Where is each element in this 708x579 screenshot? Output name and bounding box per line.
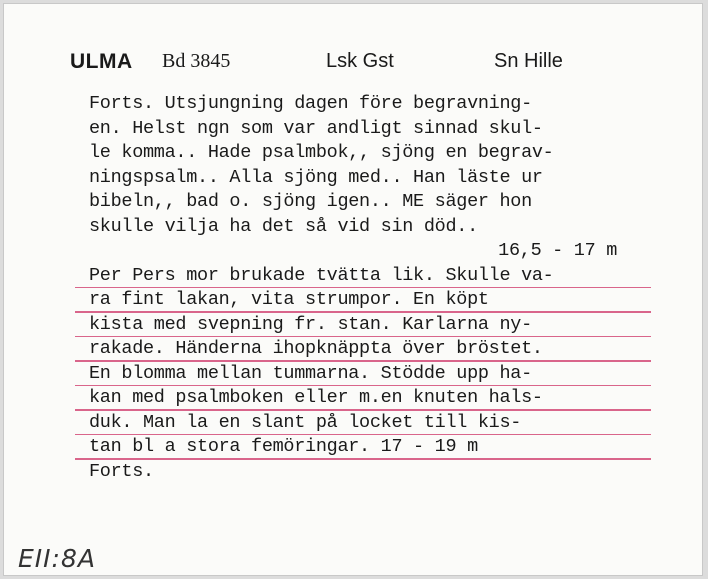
handwritten-signature: EII:8A — [18, 544, 96, 573]
text-line: En blomma mellan tummarna. Stödde upp ha- — [89, 362, 669, 387]
informant-code: Lsk Gst — [326, 50, 394, 72]
text-line: 16,5 - 17 m — [498, 240, 617, 261]
parish-name: Sn Hille — [494, 50, 563, 72]
text-line: skulle vilja ha det så vid sin död.. — [89, 215, 478, 237]
archive-code: ULMA — [70, 50, 133, 73]
text-line: duk. Man la en slant på locket till kis- — [89, 411, 669, 436]
text-line: kan med psalmboken eller m.en knuten hals- — [89, 386, 669, 411]
text-line: le komma.. Hade psalmbok,, sjöng en begrav- — [89, 142, 554, 163]
card-header — [70, 50, 630, 82]
text-line: ningspsalm.. Alla sjöng med.. Han läste ur — [89, 166, 543, 188]
card-body-text — [89, 92, 669, 484]
text-line: Forts. Utsjungning dagen före begravning- — [89, 93, 532, 114]
text-line: en. Helst ngn som var andligt sinnad skul- — [89, 117, 543, 139]
text-line: bibeln,, bad o. sjöng igen.. ME säger hon — [89, 191, 532, 212]
archive-card — [3, 3, 703, 576]
text-line: tan bl a stora femöringar. 17 - 19 m — [89, 435, 669, 460]
text-line: kista med svepning fr. stan. Karlarna ny- — [89, 313, 669, 338]
text-line: ra fint lakan, vita strumpor. En köpt — [89, 288, 669, 313]
text-line: rakade. Händerna ihopknäppta över bröstet. — [89, 337, 669, 362]
text-line: Per Pers mor brukade tvätta lik. Skulle va- — [89, 264, 669, 289]
volume-number: Bd 3845 — [162, 50, 231, 72]
text-line: Forts. — [89, 460, 154, 482]
